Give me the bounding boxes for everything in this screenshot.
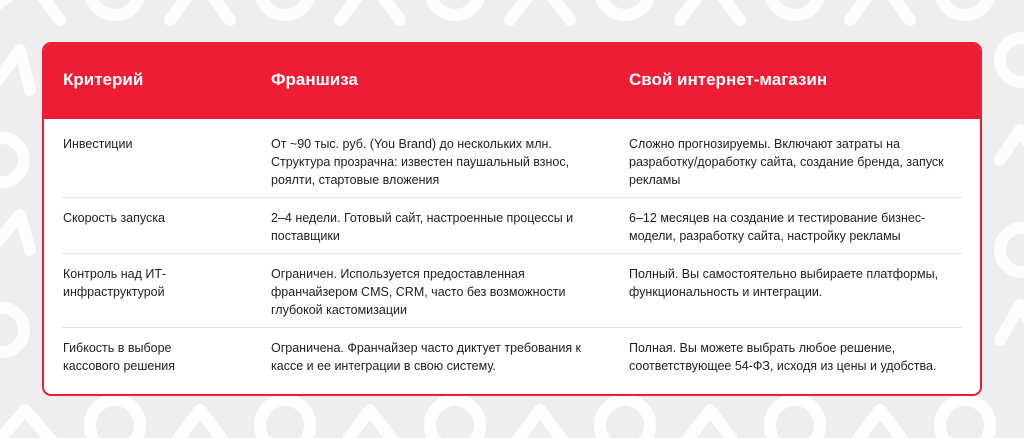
criterion-cell: Скорость запуска	[63, 211, 165, 225]
franchise-cell: Ограничена. Франчайзер часто диктует требования к кассе и ее интеграции в свою систему.	[271, 341, 582, 373]
row-divider	[62, 327, 962, 328]
franchise-cell: От ~90 тыс. руб. (You Brand) до нескольких млн. Структура прозрачна: известен паушальный взнос, роялти, стартовые вложения	[271, 137, 570, 187]
own-store-cell: 6–12 месяцев на создание и тестирование бизнес-модели, разработку сайта, настройку рекламы	[629, 211, 926, 243]
own-store-cell: Сложно прогнозируемы. Включают затраты на разработку/доработку сайта, создание бренда, запуск рекламы	[629, 137, 944, 187]
table-header	[44, 44, 980, 119]
comparison-table	[42, 42, 982, 396]
row-divider	[62, 197, 962, 198]
franchise-cell: Ограничен. Используется предоставленная франчайзером CMS, CRM, часто без возможности глубокой кастомизации	[271, 267, 566, 317]
own-store-cell: Полная. Вы можете выбрать любое решение, соответствующее 54-ФЗ, исходя из цены и удобства.	[629, 341, 937, 373]
own-store-cell: Полный. Вы самостоятельно выбираете платформы, функциональность и интеграции.	[629, 267, 939, 299]
header-criterion: Критерий	[63, 70, 144, 89]
criterion-cell: Контроль над ИТ-инфраструктурой	[63, 267, 167, 299]
criterion-cell: Инвестиции	[63, 137, 133, 151]
row-divider	[62, 253, 962, 254]
header-franchise: Франшиза	[271, 70, 358, 89]
franchise-cell: 2–4 недели. Готовый сайт, настроенные процессы и поставщики	[271, 211, 574, 243]
criterion-cell: Гибкость в выборе кассового решения	[63, 341, 175, 373]
header-own-store: Свой интернет-магазин	[629, 70, 828, 89]
